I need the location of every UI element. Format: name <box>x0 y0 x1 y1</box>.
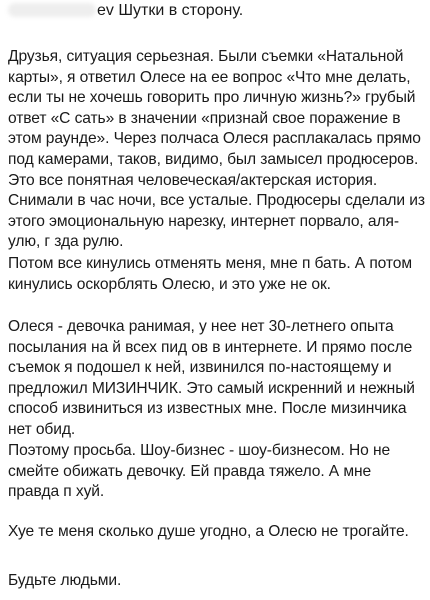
post-title: ev Шутки в сторону. <box>97 2 244 19</box>
paragraph-3: Олеся - девочка ранимая, у нее нет 30-летнего опыта посылания на й всех пид ов в интернете. И прямо после съемок я подошел к ней, извинился по-настоящему и предложил МИЗИНЧИК. Это самый искренний и нежный способ извиниться из известных мне. После мизинчика нет обид. <box>8 318 415 438</box>
paragraph-2: Потом все кинулись отменять меня, мне п бать. А потом кинулись оскорблять Олесю, и это уже не ок. <box>8 255 412 293</box>
blurred-author-name <box>8 3 96 17</box>
paragraph-1: Друзья, ситуация серьезная. Были съемки «Натальной карты», я ответил Олесе на ее вопрос «Что мне делать, если ты не хочешь говорить про личную жизнь?» грубый ответ «С сать» в значении «признай свое поражение в этом раунде». Через полчаса Олеся расплакалась прямо под камерами, таков, видимо, был замысел продюсеров. Это все понятная человеческая/актерская история. Снимали в час ночи, все усталые. Продюсеры сделали из этого эмоциональную нарезку, интернет порвало, аля-улю, г зда рулю. <box>8 48 425 251</box>
post-header <box>0 0 430 26</box>
paragraph-4: Поэтому просьба. Шоу-бизнес - шоу-бизнесом. Но не смейте обижать девочку. Ей правда тяжело. А мне правда п хуй. <box>8 442 391 501</box>
paragraph-5: Хуе те меня сколько душе угодно, а Олесю не трогайте. <box>8 523 409 540</box>
paragraph-6: Будьте людьми. <box>8 572 122 589</box>
